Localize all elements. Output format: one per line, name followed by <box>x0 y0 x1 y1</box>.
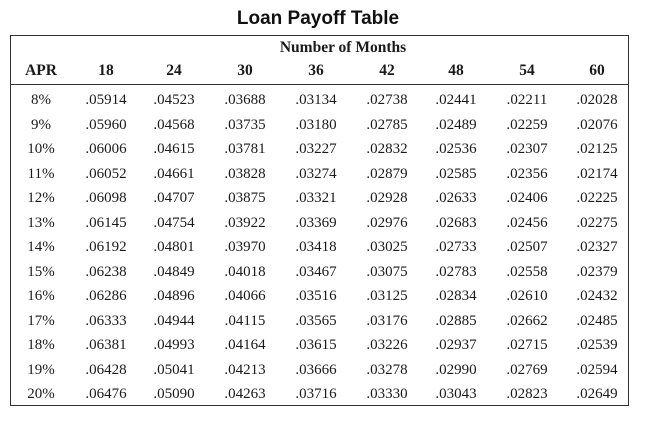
factor-cell: .02738 <box>366 92 408 108</box>
factor-cell: .06286 <box>85 288 127 304</box>
factor-cell: .05960 <box>85 116 127 133</box>
factor-cell: .05914 <box>85 92 127 108</box>
factor-cell: .06381 <box>85 337 127 353</box>
factor-cell: .04944 <box>153 312 195 329</box>
column-header: 30 <box>237 62 253 79</box>
factor-cell: .02275 <box>576 214 618 231</box>
factor-cell: .04993 <box>153 337 195 353</box>
factor-cell: .02785 <box>366 116 408 133</box>
apr-cell: 11% <box>27 165 55 182</box>
factor-cell: .03274 <box>295 165 337 182</box>
factor-cell: .04523 <box>153 92 195 108</box>
factor-cell: .02633 <box>435 190 477 206</box>
factor-cell: .03828 <box>224 165 266 182</box>
factor-cell: .02307 <box>506 141 548 157</box>
factor-cell: .02832 <box>366 141 408 157</box>
apr-cell: 10% <box>27 141 55 157</box>
apr-cell: 20% <box>27 386 55 402</box>
table-body <box>11 92 628 411</box>
factor-cell: .03970 <box>224 239 266 255</box>
table-row <box>11 337 628 362</box>
factor-cell: .06476 <box>85 386 127 402</box>
factor-cell: .02585 <box>435 165 477 182</box>
factor-cell: .03321 <box>295 190 337 206</box>
factor-cell: .03369 <box>295 214 337 231</box>
factor-cell: .04115 <box>224 312 266 329</box>
factor-cell: .06006 <box>85 141 127 157</box>
apr-cell: 13% <box>27 214 55 231</box>
column-header: 48 <box>448 62 464 79</box>
factor-cell: .02489 <box>435 116 477 133</box>
factor-cell: .04213 <box>224 361 266 378</box>
factor-cell: .02834 <box>435 288 477 304</box>
factor-cell: .06052 <box>85 165 127 182</box>
factor-cell: .02028 <box>576 92 618 108</box>
factor-cell: .04066 <box>224 288 266 304</box>
factor-cell: .03735 <box>224 116 266 133</box>
column-header: 60 <box>589 62 605 79</box>
factor-cell: .03330 <box>366 386 408 402</box>
factor-cell: .04615 <box>153 141 195 157</box>
table-row <box>11 117 628 142</box>
factor-cell: .05090 <box>153 386 195 402</box>
factor-cell: .04896 <box>153 288 195 304</box>
factor-cell: .02507 <box>506 239 548 255</box>
table-title: Loan Payoff Table <box>236 8 400 29</box>
factor-cell: .02594 <box>576 361 618 378</box>
factor-cell: .02928 <box>366 190 408 206</box>
table-row <box>11 288 628 313</box>
column-header: 42 <box>379 62 395 79</box>
factor-cell: .02990 <box>435 361 477 378</box>
factor-cell: .02879 <box>366 165 408 182</box>
factor-cell: .03716 <box>295 386 337 402</box>
factor-cell: .02174 <box>576 165 618 182</box>
table-row <box>11 190 628 215</box>
factor-cell: .02885 <box>435 312 477 329</box>
table-row <box>11 215 628 240</box>
column-header: 36 <box>308 62 324 79</box>
factor-cell: .05041 <box>153 361 195 378</box>
factor-cell: .02715 <box>506 337 548 353</box>
factor-cell: .03227 <box>295 141 337 157</box>
column-header-apr: APR <box>25 62 57 79</box>
factor-cell: .03516 <box>295 288 337 304</box>
factor-cell: .03781 <box>224 141 266 157</box>
apr-cell: 14% <box>27 239 55 255</box>
factor-cell: .03875 <box>224 190 266 206</box>
factor-cell: .02610 <box>506 288 548 304</box>
payoff-table <box>10 35 629 406</box>
factor-cell: .02485 <box>576 312 618 329</box>
apr-cell: 19% <box>27 361 55 378</box>
factor-cell: .02976 <box>366 214 408 231</box>
factor-cell: .02327 <box>576 239 618 255</box>
factor-cell: .02379 <box>576 263 618 280</box>
table-row <box>11 239 628 264</box>
apr-cell: 17% <box>27 312 55 329</box>
apr-cell: 15% <box>27 263 55 280</box>
factor-cell: .02783 <box>435 263 477 280</box>
apr-cell: 8% <box>31 92 51 108</box>
factor-cell: .04568 <box>153 116 195 133</box>
factor-cell: .03176 <box>366 312 408 329</box>
column-header: 24 <box>166 62 182 79</box>
factor-cell: .02649 <box>576 386 618 402</box>
factor-cell: .06192 <box>85 239 127 255</box>
factor-cell: .03043 <box>435 386 477 402</box>
factor-cell: .04164 <box>224 337 266 353</box>
factor-cell: .02769 <box>506 361 548 378</box>
table-row <box>11 264 628 289</box>
factor-cell: .03134 <box>295 92 337 108</box>
factor-cell: .04754 <box>153 214 195 231</box>
factor-cell: .02937 <box>435 337 477 353</box>
factor-cell: .02558 <box>506 263 548 280</box>
factor-cell: .02259 <box>506 116 548 133</box>
table-row <box>11 166 628 191</box>
factor-cell: .06098 <box>85 190 127 206</box>
table-row <box>11 92 628 117</box>
factor-cell: .03025 <box>366 239 408 255</box>
months-subheading: Number of Months <box>279 39 407 56</box>
factor-cell: .04849 <box>153 263 195 280</box>
factor-cell: .03278 <box>366 361 408 378</box>
factor-cell: .06145 <box>85 214 127 231</box>
table-row <box>11 386 628 411</box>
factor-cell: .06428 <box>85 361 127 378</box>
column-header: 18 <box>98 62 114 79</box>
factor-cell: .02662 <box>506 312 548 329</box>
table-row <box>11 141 628 166</box>
factor-cell: .02441 <box>435 92 477 108</box>
factor-cell: .02823 <box>506 386 548 402</box>
factor-cell: .04661 <box>153 165 195 182</box>
apr-cell: 12% <box>27 190 55 206</box>
factor-cell: .03688 <box>224 92 266 108</box>
apr-cell: 16% <box>27 288 55 304</box>
factor-cell: .03565 <box>295 312 337 329</box>
factor-cell: .02406 <box>506 190 548 206</box>
factor-cell: .02432 <box>576 288 618 304</box>
factor-cell: .02076 <box>576 116 618 133</box>
factor-cell: .02211 <box>506 92 548 108</box>
apr-cell: 18% <box>27 337 55 353</box>
table-row <box>11 313 628 338</box>
factor-cell: .03418 <box>295 239 337 255</box>
factor-cell: .03922 <box>224 214 266 231</box>
factor-cell: .03467 <box>295 263 337 280</box>
factor-cell: .03075 <box>366 263 408 280</box>
factor-cell: .03125 <box>366 288 408 304</box>
factor-cell: .04707 <box>153 190 195 206</box>
factor-cell: .03180 <box>295 116 337 133</box>
factor-cell: .02125 <box>576 141 618 157</box>
factor-cell: .02356 <box>506 165 548 182</box>
factor-cell: .02733 <box>435 239 477 255</box>
factor-cell: .03666 <box>295 361 337 378</box>
factor-cell: .04263 <box>224 386 266 402</box>
factor-cell: .02539 <box>576 337 618 353</box>
factor-cell: .04018 <box>224 263 266 280</box>
factor-cell: .02536 <box>435 141 477 157</box>
header-row <box>11 62 628 85</box>
factor-cell: .04801 <box>153 239 195 255</box>
factor-cell: .03226 <box>366 337 408 353</box>
factor-cell: .06238 <box>85 263 127 280</box>
factor-cell: .02683 <box>435 214 477 231</box>
apr-cell: 9% <box>31 116 51 133</box>
factor-cell: .03615 <box>295 337 337 353</box>
factor-cell: .06333 <box>85 312 127 329</box>
factor-cell: .02225 <box>576 190 618 206</box>
column-header: 54 <box>519 62 535 79</box>
table-row <box>11 362 628 387</box>
factor-cell: .02456 <box>506 214 548 231</box>
